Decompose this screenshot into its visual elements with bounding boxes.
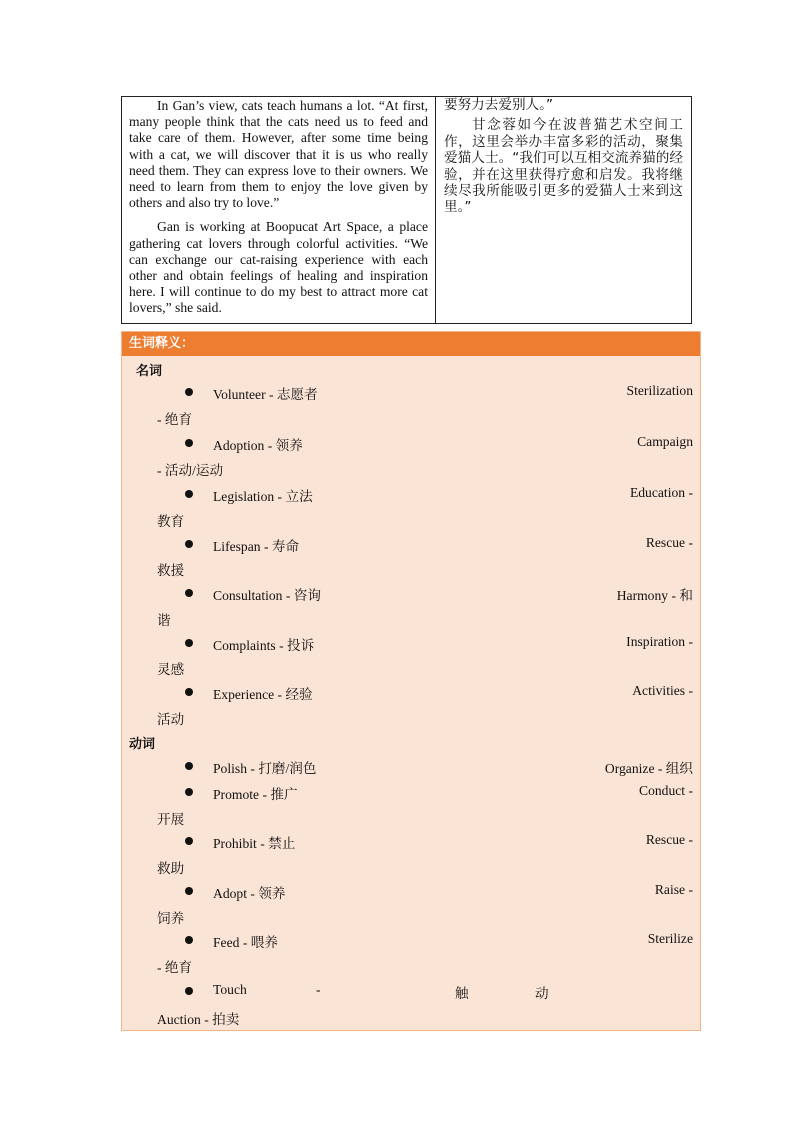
term-right: Harmony - 和	[616, 588, 693, 603]
term-left: Prohibit - 禁止	[213, 836, 296, 851]
list-item	[122, 882, 700, 902]
term-right: Sterilize	[647, 931, 693, 946]
list-item	[122, 757, 700, 777]
term-char-1: 触	[455, 986, 469, 1001]
bullet-icon	[185, 388, 193, 396]
list-item	[122, 982, 700, 1002]
term-left: Lifespan - 寿命	[213, 539, 300, 554]
term-left: Promote - 推广	[213, 787, 298, 802]
term-right: Activities -	[632, 683, 693, 698]
term-right: Education -	[629, 485, 693, 500]
term-left: Consultation - 咨询	[213, 588, 321, 603]
list-item	[122, 383, 700, 403]
list-item	[122, 832, 700, 852]
bullet-icon	[185, 439, 193, 447]
article-table	[121, 96, 692, 324]
term-continuation: 救助	[157, 861, 185, 876]
chinese-paragraph-1: 要努力去爱别人。”	[444, 97, 553, 113]
list-item	[122, 535, 700, 555]
term-continuation: - 活动/运动	[157, 463, 224, 478]
term-continuation: 饲养	[157, 911, 185, 926]
vocabulary-box	[121, 331, 701, 1031]
term-continuation: 灵感	[157, 662, 185, 677]
english-paragraph-2: Gan is working at Boopucat Art Space, a place gathering cat lovers through colorful activities. “We can exchange our cat-raising experience with each other and obtain feelings of healing and inspiration here. I will continue to do my best to attract more cat lovers,” she said.	[129, 219, 428, 316]
verbs-label: 动词	[129, 737, 156, 752]
bullet-icon	[185, 589, 193, 597]
list-item	[122, 931, 700, 951]
list-item	[122, 485, 700, 505]
term-right: Rescue -	[645, 832, 693, 847]
bullet-icon	[185, 762, 193, 770]
term-char-2: 动	[535, 986, 549, 1001]
list-item	[122, 434, 700, 454]
list-item	[122, 783, 700, 803]
term-left: Feed - 喂养	[213, 935, 278, 950]
term-right: Raise -	[654, 882, 693, 897]
term-left: Legislation - 立法	[213, 489, 313, 504]
term-continuation: 谐	[157, 613, 171, 628]
nouns-label: 名词	[136, 364, 163, 379]
term-left: Experience - 经验	[213, 687, 313, 702]
term-continuation: 教育	[157, 514, 185, 529]
list-item	[122, 683, 700, 703]
term-right: Organize - 组织	[604, 761, 693, 776]
term-right: Campaign	[637, 434, 693, 449]
term-continuation: 活动	[157, 712, 185, 727]
term-left: Adopt - 领养	[213, 886, 286, 901]
english-column	[122, 97, 436, 323]
bullet-icon	[185, 887, 193, 895]
term-continuation: - 绝育	[157, 960, 193, 975]
bullet-icon	[185, 540, 193, 548]
list-item	[122, 584, 700, 604]
bullet-icon	[185, 490, 193, 498]
term-dash: -	[316, 982, 321, 997]
term-right: Conduct -	[639, 783, 693, 798]
term-continuation: 救援	[157, 563, 185, 578]
term-left: Complaints - 投诉	[213, 638, 315, 653]
chinese-paragraph-2: 甘念蓉如今在波普猫艺术空间工作，这里会举办丰富多彩的活动，聚集爱猫人士。“我们可以互相交流养猫的经验，并在这里获得疗愈和启发。我将继续尽我所能吸引更多的爱猫人士来到这里。”	[444, 117, 683, 216]
chinese-column	[436, 97, 691, 323]
bullet-icon	[185, 788, 193, 796]
term-continuation: 开展	[157, 812, 185, 827]
term-continuation: Auction - 拍卖	[157, 1012, 240, 1027]
bullet-icon	[185, 688, 193, 696]
bullet-icon	[185, 936, 193, 944]
term-right: Sterilization	[626, 383, 693, 398]
bullet-icon	[185, 837, 193, 845]
bullet-icon	[185, 639, 193, 647]
english-paragraph-1: In Gan’s view, cats teach humans a lot. “At first, many people think that the cats need us to feed and take care of them. However, after some time being with a cat, we will discover that it is us who really need them. They can express love to their owners. We need to learn from them to enjoy the love given by others and also try to love.”	[129, 98, 428, 211]
term-left: Adoption - 领养	[213, 438, 303, 453]
vocabulary-header: 生词释义：	[122, 332, 700, 356]
term-left: Polish - 打磨/润色	[213, 761, 317, 776]
list-item	[122, 634, 700, 654]
term-right: Rescue -	[645, 535, 693, 550]
term-left: Touch	[213, 982, 247, 997]
term-left: Volunteer - 志愿者	[213, 387, 318, 402]
term-continuation: - 绝育	[157, 412, 193, 427]
bullet-icon	[185, 987, 193, 995]
term-right: Inspiration -	[626, 634, 693, 649]
